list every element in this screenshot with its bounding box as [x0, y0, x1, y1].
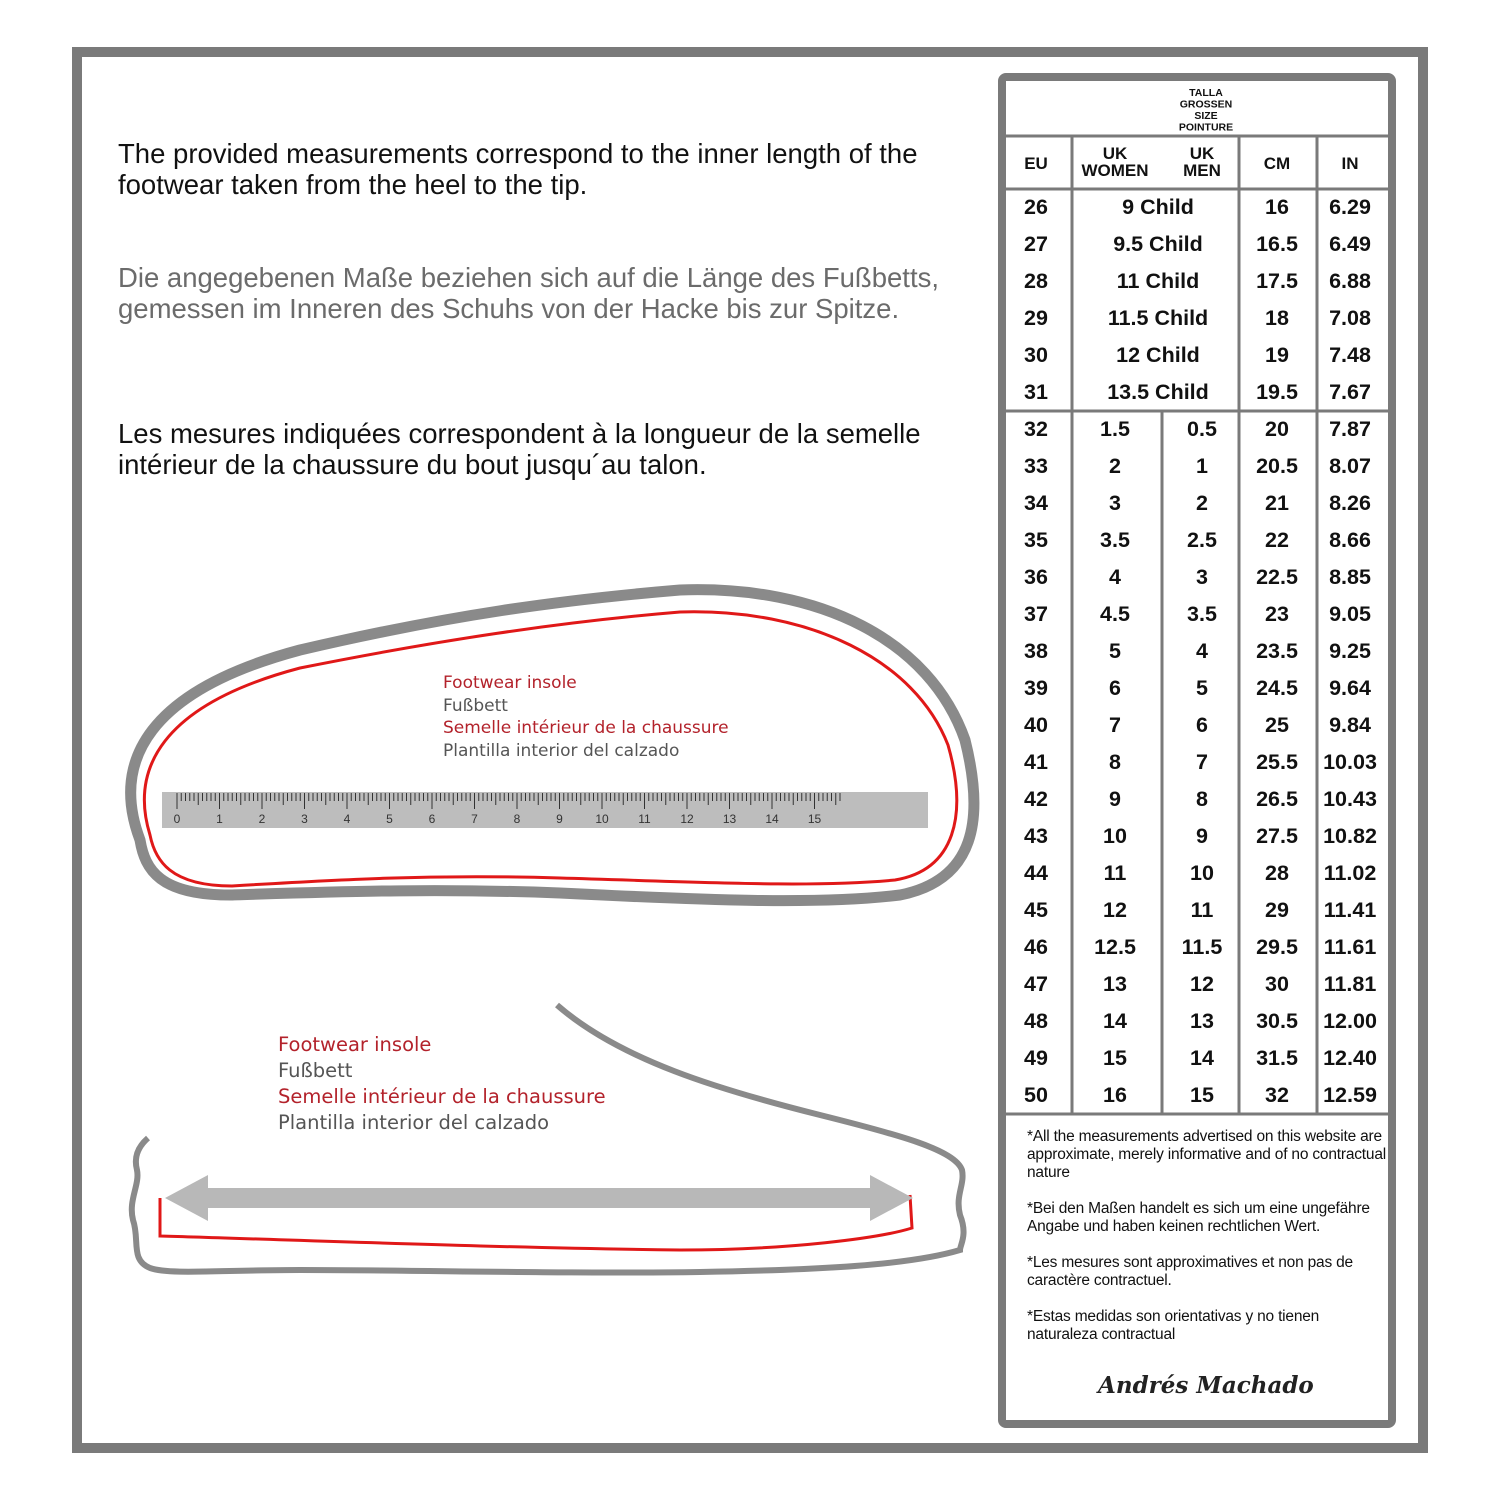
- ruler-tick-label: 5: [386, 812, 393, 826]
- table-cell: 7: [1196, 750, 1208, 774]
- label-en: Footwear insole: [443, 673, 577, 693]
- table-cell: 40: [1024, 713, 1048, 737]
- note-fr: *Les mesures sont approximatives et non pas de caractère contractuel.: [1027, 1254, 1353, 1289]
- ruler-tick-label: 13: [722, 812, 737, 826]
- table-cell: 18: [1265, 306, 1289, 330]
- table-cell: 8.85: [1329, 565, 1371, 589]
- table-cell: 29.5: [1256, 935, 1298, 959]
- label-en: Footwear insole: [278, 1033, 432, 1056]
- table-cell: 41: [1024, 750, 1048, 774]
- table-cell: 12: [1190, 972, 1214, 996]
- ruler-tick-label: 4: [343, 812, 351, 826]
- table-header: UK: [1102, 144, 1128, 163]
- brand-signature: Andrés Machado: [1098, 1372, 1314, 1399]
- table-cell: 16.5: [1256, 232, 1298, 256]
- table-cell: 2.5: [1187, 528, 1217, 552]
- table-cell: 31.5: [1256, 1046, 1298, 1070]
- table-cell: 0.5: [1187, 417, 1217, 441]
- table-cell: 11.41: [1323, 898, 1377, 922]
- table-cell: 8.07: [1329, 454, 1371, 478]
- table-cell: 3.5: [1187, 602, 1217, 626]
- table-cell: 33: [1024, 454, 1048, 478]
- label-de: Fußbett: [443, 695, 508, 716]
- table-cell: 14: [1190, 1046, 1214, 1070]
- table-cell: 42: [1024, 787, 1048, 811]
- table-cell: 13: [1190, 1009, 1214, 1033]
- table-cell: 12.00: [1323, 1009, 1377, 1033]
- table-cell: 2: [1196, 491, 1208, 515]
- table-cell: 7.87: [1329, 417, 1371, 441]
- table-title: GROSSEN: [1179, 98, 1233, 111]
- table-cell: 13: [1103, 972, 1127, 996]
- table-cell: 13.5 Child: [1107, 380, 1209, 404]
- table-cell: 46: [1024, 935, 1048, 959]
- table-cell: 35: [1024, 528, 1048, 552]
- table-cell: 6: [1109, 676, 1121, 700]
- label-es: Plantilla interior del calzado: [278, 1111, 550, 1134]
- table-cell: 9 Child: [1122, 195, 1194, 219]
- ruler-tick-label: 2: [258, 812, 266, 826]
- table-cell: 7.08: [1329, 306, 1371, 330]
- label-es: Plantilla interior del calzado: [443, 740, 680, 761]
- table-cell: 9.25: [1329, 639, 1371, 663]
- table-cell: 38: [1024, 639, 1048, 663]
- table-cell: 20: [1265, 417, 1289, 441]
- ruler-tick-label: 11: [638, 812, 651, 826]
- table-cell: 5: [1196, 676, 1208, 700]
- ruler-tick-label: 9: [556, 812, 563, 826]
- table-cell: 34: [1024, 491, 1048, 515]
- table-header: MEN: [1183, 161, 1221, 180]
- table-cell: 15: [1103, 1046, 1127, 1070]
- table-title: POINTURE: [1178, 121, 1234, 134]
- table-cell: 28: [1265, 861, 1289, 885]
- table-cell: 15: [1190, 1083, 1214, 1107]
- table-cell: 8: [1196, 787, 1208, 811]
- table-cell: 37: [1024, 602, 1048, 626]
- table-cell: 23.5: [1256, 639, 1298, 663]
- table-cell: 6.88: [1329, 269, 1371, 293]
- table-cell: 32: [1265, 1083, 1289, 1107]
- table-cell: 11 Child: [1116, 269, 1200, 293]
- table-cell: 47: [1024, 972, 1048, 996]
- table-header: CM: [1263, 154, 1291, 173]
- table-cell: 24.5: [1256, 676, 1298, 700]
- table-cell: 10: [1103, 824, 1127, 848]
- table-cell: 39: [1024, 676, 1048, 700]
- table-cell: 49: [1024, 1046, 1048, 1070]
- table-cell: 14: [1103, 1009, 1127, 1033]
- table-cell: 25.5: [1256, 750, 1298, 774]
- table-cell: 12.40: [1323, 1046, 1377, 1070]
- table-cell: 9.64: [1329, 676, 1371, 700]
- table-cell: 22: [1265, 528, 1289, 552]
- table-cell: 19.5: [1256, 380, 1298, 404]
- ruler-tick-label: 3: [301, 812, 308, 826]
- table-cell: 6: [1196, 713, 1208, 737]
- table-cell: 16: [1103, 1083, 1127, 1107]
- table-cell: 30: [1265, 972, 1289, 996]
- table-cell: 10.82: [1323, 824, 1377, 848]
- table-cell: 10.03: [1323, 750, 1377, 774]
- table-cell: 3: [1196, 565, 1208, 589]
- ruler-tick-label: 0: [173, 812, 181, 826]
- table-cell: 7: [1109, 713, 1121, 737]
- table-cell: 8: [1109, 750, 1121, 774]
- table-cell: 9: [1109, 787, 1121, 811]
- table-cell: 31: [1024, 380, 1048, 404]
- ruler-tick-label: 12: [680, 812, 694, 826]
- table-cell: 4: [1109, 565, 1121, 589]
- table-header: UK: [1189, 144, 1215, 163]
- table-title: TALLA: [1189, 87, 1223, 99]
- intro-french: Les mesures indiquées correspondent à la longueur de la semelle intérieur de la chaussure du bout jusqu´au talon.: [118, 418, 921, 480]
- intro-german: Die angegebenen Maße beziehen sich auf die Länge des Fußbetts, gemessen im Inneren des Schuhs von der Hacke bis zur Spitze.: [118, 262, 939, 324]
- table-cell: 11.5: [1181, 935, 1223, 959]
- label-fr: Semelle intérieur de la chaussure: [278, 1085, 606, 1108]
- table-cell: 21: [1265, 491, 1289, 515]
- table-header: IN: [1341, 154, 1359, 173]
- table-cell: 4: [1196, 639, 1208, 663]
- table-cell: 25: [1265, 713, 1289, 737]
- table-cell: 16: [1265, 195, 1289, 219]
- table-header: WOMEN: [1081, 161, 1149, 180]
- disclaimer-notes: [1027, 1128, 1389, 1362]
- label-de: Fußbett: [278, 1059, 353, 1082]
- table-cell: 19: [1265, 343, 1289, 367]
- ruler-tick-label: 6: [428, 812, 436, 826]
- table-cell: 9.5 Child: [1113, 232, 1203, 256]
- table-cell: 30: [1024, 343, 1048, 367]
- table-cell: 12.59: [1323, 1083, 1377, 1107]
- table-cell: 8.66: [1329, 528, 1371, 552]
- table-cell: 28: [1024, 269, 1048, 293]
- ruler-tick-label: 10: [595, 812, 609, 826]
- table-cell: 7.67: [1329, 380, 1371, 404]
- table-cell: 32: [1024, 417, 1048, 441]
- table-cell: 27.5: [1256, 824, 1298, 848]
- table-cell: 2: [1109, 454, 1121, 478]
- table-cell: 26.5: [1256, 787, 1298, 811]
- table-cell: 36: [1024, 565, 1048, 589]
- table-cell: 12 Child: [1116, 343, 1200, 367]
- table-cell: 11.61: [1323, 935, 1377, 959]
- table-cell: 30.5: [1256, 1009, 1298, 1033]
- table-cell: 12: [1103, 898, 1127, 922]
- table-cell: 9: [1196, 824, 1208, 848]
- table-cell: 6.29: [1329, 195, 1371, 219]
- ruler-tick-label: 7: [471, 812, 478, 826]
- table-cell: 22.5: [1256, 565, 1298, 589]
- table-cell: 7.48: [1329, 343, 1371, 367]
- table-cell: 43: [1024, 824, 1048, 848]
- note-de: *Bei den Maßen handelt es sich um eine ungefähre Angabe und haben keinen rechtlichen Wert.: [1027, 1200, 1370, 1235]
- ruler-tick-label: 14: [765, 812, 779, 826]
- table-cell: 48: [1024, 1009, 1048, 1033]
- ruler-tick-label: 1: [216, 812, 223, 826]
- table-cell: 3.5: [1100, 528, 1130, 552]
- table-cell: 3: [1109, 491, 1121, 515]
- table-cell: 10: [1190, 861, 1214, 885]
- table-cell: 1.5: [1100, 417, 1130, 441]
- table-cell: 29: [1265, 898, 1289, 922]
- table-cell: 27: [1024, 232, 1048, 256]
- ruler-tick-label: 8: [513, 812, 521, 826]
- table-cell: 9.05: [1329, 602, 1371, 626]
- table-cell: 44: [1024, 861, 1048, 885]
- table-cell: 12.5: [1094, 935, 1136, 959]
- table-cell: 50: [1024, 1083, 1048, 1107]
- table-cell: 11: [1190, 898, 1214, 922]
- label-fr: Semelle intérieur de la chaussure: [443, 718, 729, 738]
- ruler-tick-label: 15: [807, 812, 822, 826]
- table-cell: 11.81: [1323, 972, 1377, 996]
- table-cell: 23: [1265, 602, 1289, 626]
- table-cell: 17.5: [1256, 269, 1298, 293]
- table-cell: 4.5: [1100, 602, 1130, 626]
- table-cell: 11: [1103, 861, 1127, 885]
- table-header: EU: [1024, 154, 1048, 173]
- table-cell: 45: [1024, 898, 1048, 922]
- table-cell: 11.5 Child: [1107, 306, 1209, 330]
- table-cell: 1: [1196, 454, 1208, 478]
- table-cell: 20.5: [1256, 454, 1298, 478]
- note-en: *All the measurements advertised on this website are approximate, merely informative and of no contractual nature: [1027, 1128, 1387, 1181]
- note-es: *Estas medidas son orientativas y no tienen naturaleza contractual: [1027, 1308, 1320, 1343]
- table-cell: 29: [1024, 306, 1048, 330]
- table-cell: 10.43: [1323, 787, 1377, 811]
- table-cell: 8.26: [1329, 491, 1371, 515]
- table-cell: 9.84: [1329, 713, 1371, 737]
- table-cell: 26: [1024, 195, 1048, 219]
- table-cell: 11.02: [1323, 861, 1377, 885]
- table-cell: 6.49: [1329, 232, 1371, 256]
- table-cell: 5: [1109, 639, 1121, 663]
- table-title: SIZE: [1194, 110, 1218, 122]
- intro-english: The provided measurements correspond to the inner length of the footwear taken from the heel to the tip.: [118, 138, 918, 200]
